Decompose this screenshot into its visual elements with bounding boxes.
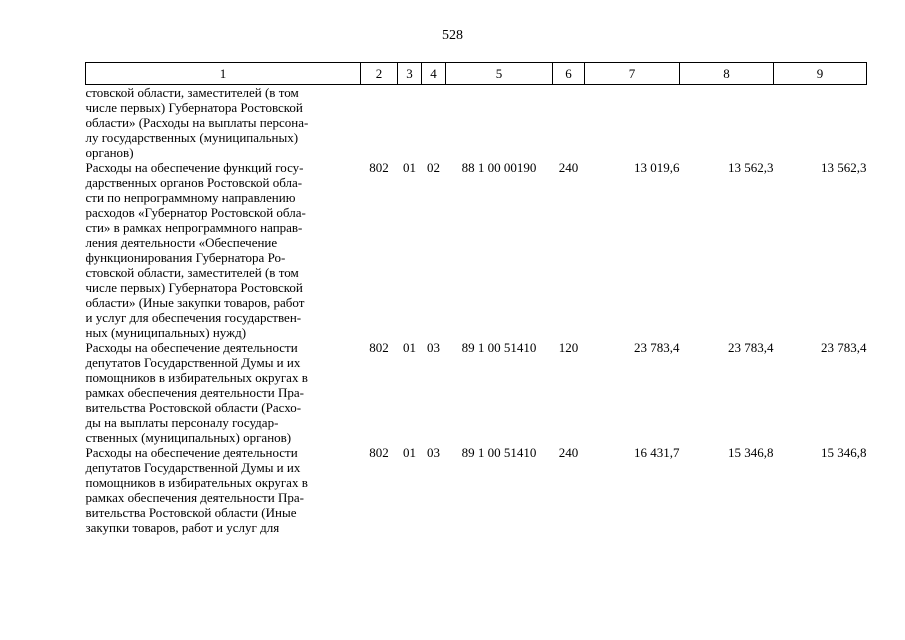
amount-year2-cell: 13 562,3	[728, 160, 774, 175]
amount-year3-cell: 15 346,8	[821, 445, 867, 460]
amount-year1-cell: 16 431,7	[634, 445, 680, 460]
ministry-code-cell: 802	[369, 160, 389, 175]
amount-year3-cell: 13 562,3	[821, 160, 867, 175]
target-article-cell	[446, 85, 553, 161]
expense-description-cell	[86, 85, 361, 161]
target-article-cell: 89 1 00 51410	[461, 340, 537, 355]
section-code-cell: 01	[403, 445, 416, 460]
column-header: 2	[361, 63, 398, 85]
expense-type-cell: 240	[558, 445, 579, 460]
description-line: вительства Ростовской области (Иные	[85, 505, 297, 520]
description-line: вительства Ростовской области (Расхо-	[85, 400, 302, 415]
description-line: ных (муниципальных) нужд)	[85, 325, 247, 340]
description-line: расходов «Губернатор Ростовской обла-	[85, 205, 306, 220]
budget-table	[85, 62, 867, 535]
description-line: рамках обеспечения деятельности Пра-	[85, 490, 304, 505]
column-header: 6	[553, 63, 585, 85]
description-line: закупки товаров, работ и услуг для	[85, 520, 280, 535]
description-line: лу государственных (муниципальных)	[85, 130, 299, 145]
ministry-code-cell: 802	[369, 445, 389, 460]
amount-year3-cell: 23 783,4	[821, 340, 867, 355]
subsection-code-cell: 02	[427, 160, 440, 175]
subsection-code-cell: 03	[427, 445, 440, 460]
table-row	[86, 160, 867, 340]
column-header: 8	[680, 63, 774, 85]
description-line: помощников в избирательных округах в	[85, 370, 308, 385]
table-header-row	[86, 63, 867, 85]
amount-year1-cell: 23 783,4	[634, 340, 680, 355]
subsection-code-cell	[422, 85, 446, 161]
table-body	[86, 85, 867, 536]
target-article-cell: 89 1 00 51410	[461, 445, 537, 460]
description-line: помощников в избирательных округах в	[85, 475, 308, 490]
description-line: области» (Расходы на выплаты персона-	[85, 115, 309, 130]
ministry-code-cell	[361, 85, 398, 161]
description-line: Расходы на обеспечение деятельности	[85, 445, 298, 460]
column-header: 4	[422, 63, 446, 85]
section-code-cell	[398, 85, 422, 161]
section-code-cell: 01	[403, 160, 416, 175]
expense-description-cell	[86, 340, 361, 445]
description-line: сти» в рамках непрограммного направ-	[85, 220, 303, 235]
amount-year3-cell	[774, 85, 867, 161]
description-line: Расходы на обеспечение функций госу-	[85, 160, 304, 175]
description-line: ды на выплаты персоналу государ-	[85, 415, 279, 430]
expense-description-cell	[86, 160, 361, 340]
page-number: 528	[442, 28, 463, 43]
description-line: числе первых) Губернатора Ростовской	[85, 100, 303, 115]
target-article-cell: 88 1 00 00190	[461, 160, 537, 175]
description-line: рамках обеспечения деятельности Пра-	[85, 385, 304, 400]
description-line: депутатов Государственной Думы и их	[85, 355, 301, 370]
expense-description-cell	[86, 445, 361, 535]
description-line: дарственных органов Ростовской обла-	[85, 175, 303, 190]
description-line: области» (Иные закупки товаров, работ	[85, 295, 305, 310]
column-header: 3	[398, 63, 422, 85]
amount-year1-cell: 13 019,6	[634, 160, 680, 175]
amount-year2-cell: 23 783,4	[728, 340, 774, 355]
expense-type-cell: 120	[558, 340, 579, 355]
expense-type-cell	[553, 85, 585, 161]
description-line: ственных (муниципальных) органов)	[85, 430, 292, 445]
description-line: числе первых) Губернатора Ростовской	[85, 280, 303, 295]
column-header: 1	[86, 63, 361, 85]
subsection-code-cell: 03	[427, 340, 440, 355]
description-line: депутатов Государственной Думы и их	[85, 460, 301, 475]
column-header: 9	[774, 63, 867, 85]
expense-type-cell: 240	[558, 160, 579, 175]
amount-year2-cell: 15 346,8	[728, 445, 774, 460]
description-line: органов)	[85, 145, 134, 160]
description-line: стовской области, заместителей (в том	[85, 265, 299, 280]
description-line: функционирования Губернатора Ро-	[85, 250, 286, 265]
description-line: Расходы на обеспечение деятельности	[85, 340, 298, 355]
amount-year1-cell	[585, 85, 680, 161]
section-code-cell: 01	[403, 340, 416, 355]
description-line: стовской области, заместителей (в том	[85, 85, 299, 100]
description-line: сти по непрограммному направлению	[85, 190, 296, 205]
amount-year2-cell	[680, 85, 774, 161]
column-header: 7	[585, 63, 680, 85]
column-header: 5	[446, 63, 553, 85]
description-line: и услуг для обеспечения государствен-	[85, 310, 302, 325]
table-row	[86, 340, 867, 445]
ministry-code-cell: 802	[369, 340, 389, 355]
table-row	[86, 85, 867, 161]
table-row	[86, 445, 867, 535]
description-line: ления деятельности «Обеспечение	[85, 235, 278, 250]
